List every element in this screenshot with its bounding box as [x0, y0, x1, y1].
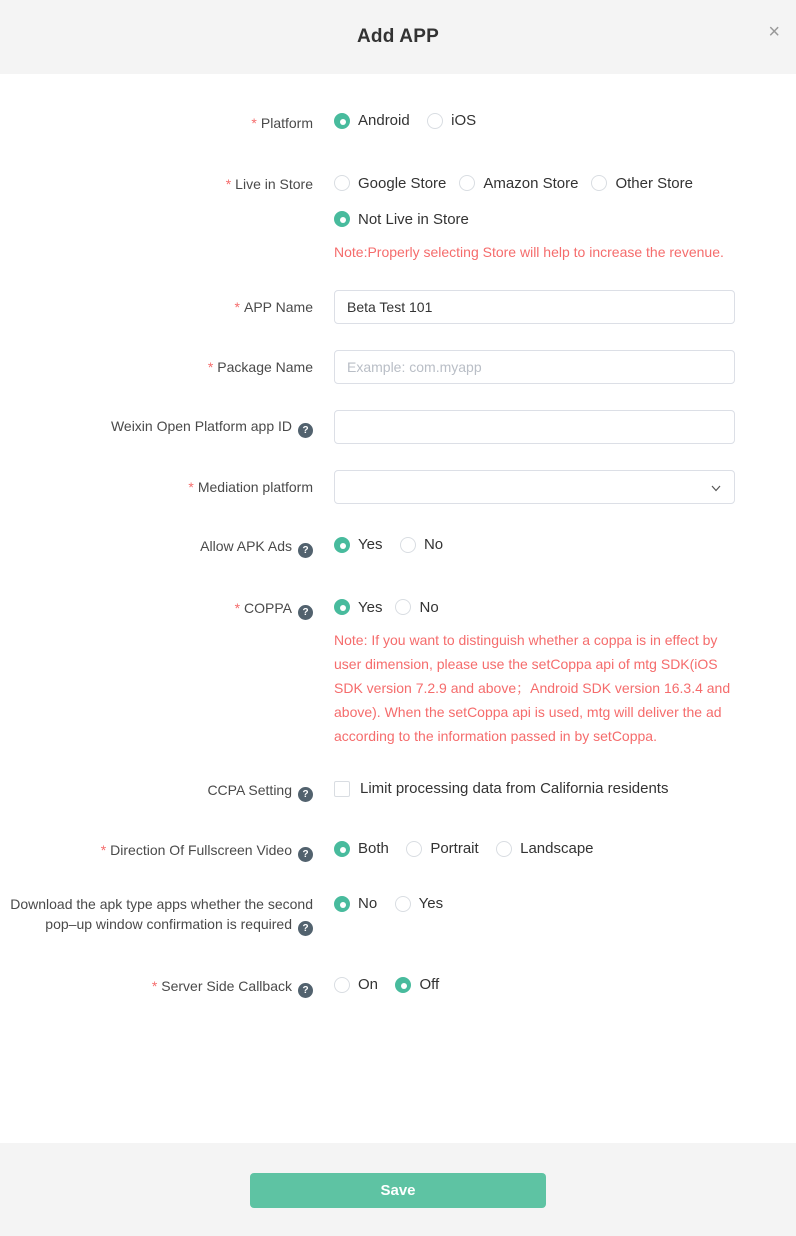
radio-icon-checked: [334, 599, 350, 615]
checkbox-icon: [334, 781, 350, 797]
save-button[interactable]: Save: [250, 1173, 546, 1208]
radio-icon: [496, 841, 512, 857]
dialog-title: Add APP: [357, 26, 439, 47]
radio-option-google-store[interactable]: Google Store: [334, 175, 446, 192]
help-icon[interactable]: ?: [298, 787, 313, 802]
required-marker: *: [151, 978, 158, 994]
ccpa-setting-label: CCPA Setting ?: [0, 780, 313, 802]
app-name-label: * APP Name: [234, 299, 313, 315]
coppa-radio-group: [334, 590, 736, 624]
live-in-store-radio-group: [334, 166, 736, 264]
form-row-server-side-callback: [0, 970, 796, 1004]
form-row-ccpa-setting: [0, 774, 796, 808]
radio-icon: [427, 113, 443, 129]
help-icon[interactable]: ?: [298, 605, 313, 620]
live-in-store-label: * Live in Store: [225, 176, 313, 192]
required-marker: *: [207, 359, 214, 375]
radio-icon: [591, 175, 607, 191]
form-row-direction-fullscreen-video: [0, 834, 796, 868]
required-marker: *: [100, 842, 107, 858]
form-row-apk-download-confirm: [0, 894, 796, 936]
form-row-package-name: [0, 350, 796, 384]
mediation-platform-select[interactable]: [334, 470, 735, 504]
radio-option-other-store[interactable]: Other Store: [591, 175, 693, 192]
direction-radio-group: [334, 840, 594, 862]
apk-download-confirm-radio-group: [334, 894, 443, 917]
radio-icon-checked: [334, 537, 350, 553]
help-icon[interactable]: ?: [298, 423, 313, 438]
radio-icon: [334, 977, 350, 993]
radio-option-coppa-no[interactable]: No: [395, 599, 438, 616]
allow-apk-ads-label: Allow APK Ads ?: [0, 536, 313, 558]
app-name-control: [334, 290, 735, 324]
required-marker: *: [251, 115, 257, 131]
mediation-platform-label: * Mediation platform: [188, 479, 313, 495]
form-row-weixin-app-id: [0, 410, 796, 444]
platform-label: * Platform: [251, 115, 313, 131]
help-icon[interactable]: ?: [298, 543, 313, 558]
radio-icon-checked: [334, 113, 350, 129]
radio-icon-checked: [334, 841, 350, 857]
radio-option-portrait[interactable]: Portrait: [406, 840, 478, 857]
coppa-label: * COPPA ?: [0, 598, 313, 620]
apk-download-confirm-label: Download the apk type apps whether the second pop–up window confirmation is required ?: [10, 896, 313, 934]
form-row-platform: [0, 106, 796, 140]
radio-option-on[interactable]: On: [334, 976, 378, 993]
mediation-platform-control: [334, 470, 735, 504]
radio-icon-checked: [334, 896, 350, 912]
help-icon[interactable]: ?: [298, 847, 313, 862]
coppa-control: [334, 590, 736, 748]
ccpa-checkbox[interactable]: Limit processing data from California residents: [334, 780, 668, 797]
radio-icon-checked: [334, 211, 350, 227]
package-name-input[interactable]: [334, 350, 735, 384]
radio-option-not-live-in-store[interactable]: Not Live in Store: [334, 211, 469, 228]
radio-option-off[interactable]: Off: [395, 976, 439, 993]
radio-icon: [400, 537, 416, 553]
radio-option-confirm-no[interactable]: No: [334, 895, 377, 912]
radio-icon: [395, 599, 411, 615]
radio-option-landscape[interactable]: Landscape: [496, 840, 593, 857]
radio-icon-checked: [395, 977, 411, 993]
store-options-row-1: [334, 166, 736, 200]
radio-option-apk-ads-yes[interactable]: Yes: [334, 536, 382, 553]
radio-option-android[interactable]: Android: [334, 112, 410, 129]
server-side-callback-radio-group: [334, 976, 439, 998]
radio-option-both[interactable]: Both: [334, 840, 389, 857]
close-icon[interactable]: ×: [768, 21, 780, 43]
weixin-app-id-label: Weixin Open Platform app ID ?: [0, 416, 313, 438]
radio-option-amazon-store[interactable]: Amazon Store: [459, 175, 578, 192]
weixin-app-id-input[interactable]: [334, 410, 735, 444]
form-row-coppa: [0, 590, 796, 748]
form-row-app-name: [0, 290, 796, 324]
form-row-mediation-platform: [0, 470, 796, 504]
radio-icon: [459, 175, 475, 191]
radio-icon: [395, 896, 411, 912]
dialog-footer: [0, 1143, 796, 1236]
required-marker: *: [225, 176, 232, 192]
help-icon[interactable]: ?: [298, 983, 313, 998]
app-name-input[interactable]: [334, 290, 735, 324]
radio-icon: [334, 175, 350, 191]
required-marker: *: [234, 600, 241, 616]
form-row-allow-apk-ads: [0, 530, 796, 564]
required-marker: *: [188, 479, 194, 495]
required-marker: *: [234, 299, 240, 315]
platform-radio-group: [334, 112, 476, 134]
direction-label: * Direction Of Fullscreen Video ?: [0, 840, 313, 862]
store-options-row-2: [334, 202, 736, 236]
coppa-note: Note: If you want to distinguish whether a coppa is in effect by user dimension, please use the setCoppa api of mtg SDK(iOS SDK version 7.2.9 and above；Android SDK version 16.3.4 and above). When the setCoppa api is used, mtg will deliver the ad according to the information passed in by setCoppa.: [334, 632, 731, 744]
radio-icon: [406, 841, 422, 857]
help-icon[interactable]: ?: [298, 921, 313, 936]
form-row-live-in-store: [0, 166, 796, 264]
weixin-app-id-control: [334, 410, 735, 444]
dialog-header: [0, 0, 796, 74]
package-name-label: * Package Name: [207, 359, 313, 375]
server-side-callback-label: * Server Side Callback ?: [0, 976, 313, 998]
ccpa-setting-control: [334, 780, 668, 802]
chevron-down-icon: [710, 482, 722, 494]
package-name-control: [334, 350, 735, 384]
radio-option-coppa-yes[interactable]: Yes: [334, 599, 382, 616]
radio-option-apk-ads-no[interactable]: No: [400, 536, 443, 553]
radio-option-ios[interactable]: iOS: [427, 112, 476, 129]
dialog-body: [0, 74, 796, 1143]
allow-apk-ads-radio-group: [334, 536, 443, 558]
store-note: Note:Properly selecting Store will help to increase the revenue.: [334, 244, 724, 260]
radio-option-confirm-yes[interactable]: Yes: [395, 895, 443, 912]
